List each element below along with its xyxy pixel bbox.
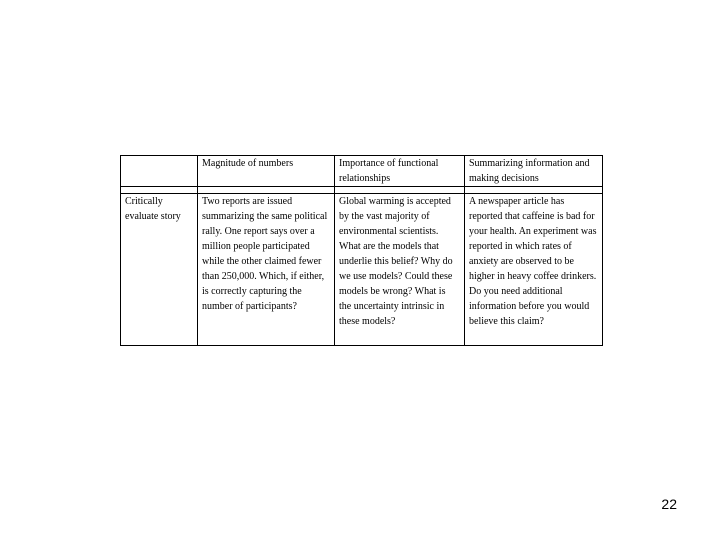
- row-label-critically-evaluate: Critically evaluate story: [121, 194, 198, 346]
- table-gap-row: [121, 187, 603, 194]
- framework-table: [120, 155, 603, 346]
- header-magnitude: Magnitude of numbers: [198, 156, 335, 187]
- cell-functional-example: Global warming is accepted by the vast majority of environmental scientists. What are the models that underlie this belief? Why do we use models? Could these models be wrong? What is the uncertainty intrinsic in these models?: [335, 194, 465, 346]
- header-empty-cell: [121, 156, 198, 187]
- table-header-row: [121, 156, 603, 187]
- page-number: 22: [661, 496, 677, 512]
- cell-summarizing-example: A newspaper article has reported that caffeine is bad for your health. An experiment was reported in which rates of anxiety are observed to be higher in heavy coffee drinkers. Do you need additional information before you would believe this claim?: [465, 194, 603, 346]
- cell-magnitude-example: Two reports are issued summarizing the same political rally. One report says over a million people participated while the other claimed fewer than 250,000. Which, if either, is correctly capturing the number of participants?: [198, 194, 335, 346]
- header-summarizing: Summarizing information and making decisions: [465, 156, 603, 187]
- header-functional-relationships: Importance of functional relationships: [335, 156, 465, 187]
- table-row: [121, 194, 603, 346]
